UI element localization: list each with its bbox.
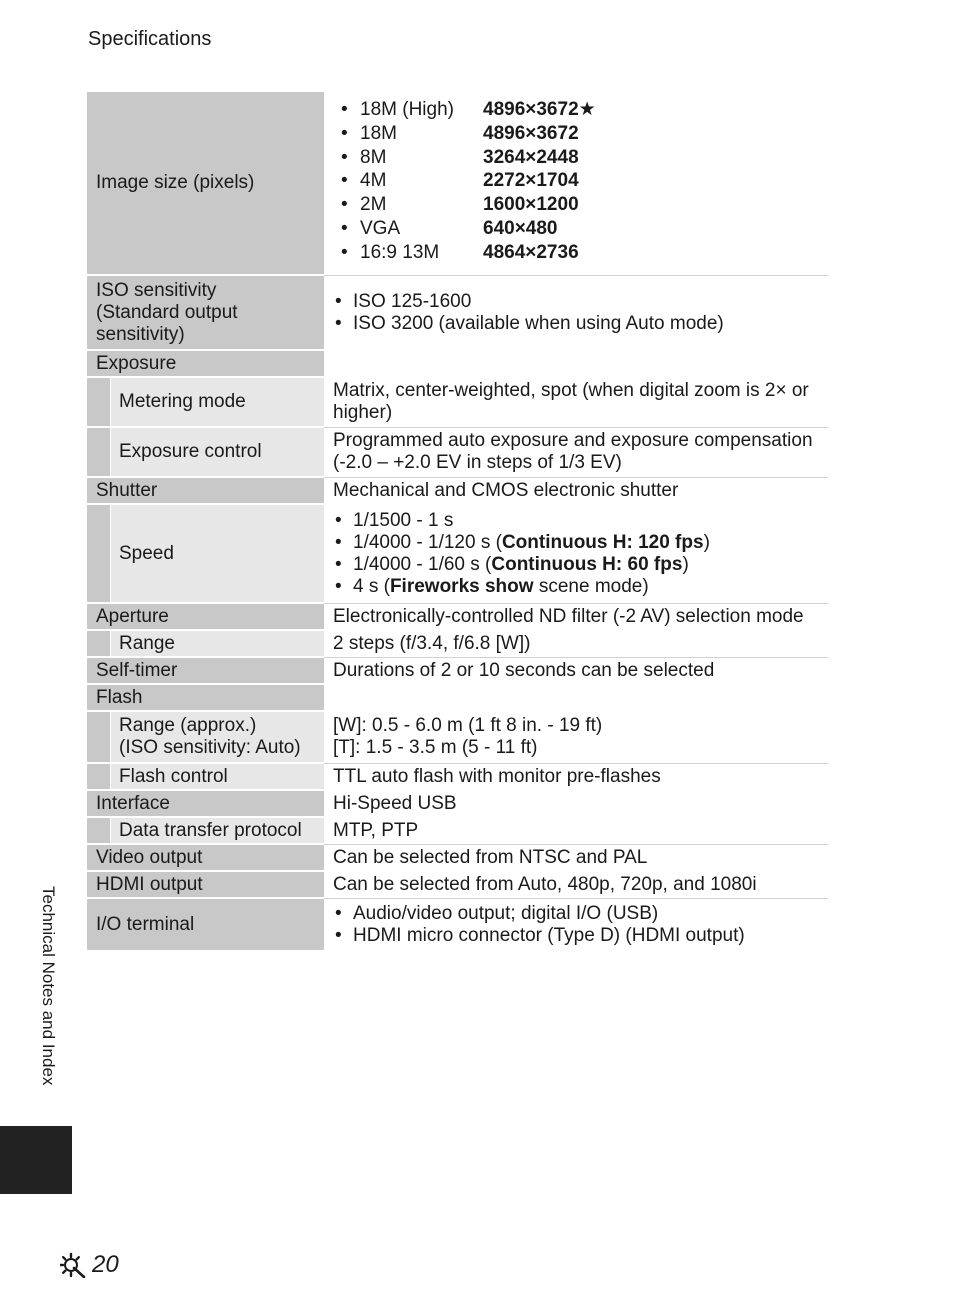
row-divider	[324, 898, 828, 899]
spec-value-hdmi-output: Can be selected from Auto, 480p, 720p, and 1080i	[333, 873, 757, 895]
spec-row-hdmi-output	[87, 872, 828, 897]
spec-label-shutter: Shutter	[87, 478, 324, 503]
spec-value-flash-range: [W]: 0.5 - 6.0 m (1 ft 8 in. - 19 ft) [T]: 1.5 - 3.5 m (5 - 11 ft)	[333, 715, 603, 758]
section-side-label: Technical Notes and Index	[39, 886, 58, 1086]
spec-row-flash-control	[87, 764, 828, 789]
spec-row-aperture	[87, 604, 828, 629]
spec-label-hdmi-output: HDMI output	[87, 872, 324, 897]
spec-row-shutter-speed	[87, 505, 828, 602]
spec-row-exposure	[87, 351, 828, 376]
spec-value-aperture: Electronically-controlled ND filter (-2 AV) selection mode	[333, 605, 804, 627]
image-size-item: • 2M 1600×1200	[333, 193, 828, 217]
spec-label-flash-range: Range (approx.) (ISO sensitivity: Auto)	[111, 712, 324, 762]
spec-label-flash: Flash	[87, 685, 324, 710]
spec-label-exposure-control: Exposure control	[111, 428, 324, 476]
spec-value-interface: Hi-Speed USB	[333, 792, 457, 814]
spec-label-iso: ISO sensitivity (Standard output sensitivity)	[87, 276, 324, 349]
image-size-item: • VGA 640×480	[333, 217, 828, 241]
image-size-item: • 16:9 13M 4864×2736	[333, 241, 828, 265]
spec-row-shutter	[87, 478, 828, 503]
spec-row-aperture-range	[87, 631, 828, 656]
spec-row-exposure-control	[87, 428, 828, 476]
spec-label-data-transfer-protocol: Data transfer protocol	[111, 818, 324, 843]
spec-value-shutter: Mechanical and CMOS electronic shutter	[333, 479, 679, 501]
image-size-list	[333, 98, 828, 265]
row-divider	[324, 657, 828, 658]
page-number: 20	[60, 1252, 119, 1278]
spec-value-exposure-control: Programmed auto exposure and exposure compensation (-2.0 – +2.0 EV in steps of 1/3 EV)	[333, 430, 813, 473]
spec-value-data-transfer-protocol: MTP, PTP	[333, 819, 419, 841]
spec-value-iso: • ISO 125-1600 • ISO 3200 (available when using Auto mode)	[333, 276, 828, 349]
spec-row-flash-range	[87, 712, 828, 762]
gear-tools-icon	[60, 1252, 90, 1278]
spec-label-self-timer: Self-timer	[87, 658, 324, 683]
spec-label-metering-mode: Metering mode	[111, 378, 324, 426]
spec-label-flash-control: Flash control	[111, 764, 324, 789]
row-divider	[324, 844, 828, 845]
row-divider	[324, 603, 828, 604]
spec-row-image-size	[87, 92, 828, 274]
spec-value-video-output: Can be selected from NTSC and PAL	[333, 846, 648, 868]
row-divider	[324, 275, 828, 276]
spec-label-exposure: Exposure	[87, 351, 324, 376]
image-size-item: • 8M 3264×2448	[333, 146, 828, 170]
spec-value-io-terminal: • Audio/video output; digital I/O (USB) • HDMI micro connector (Type D) (HDMI output)	[333, 899, 828, 950]
spec-label-shutter-speed: Speed	[111, 505, 324, 602]
spec-row-video-output	[87, 845, 828, 870]
spec-label-video-output: Video output	[87, 845, 324, 870]
spec-row-metering-mode	[87, 378, 828, 426]
image-size-item: • 4M 2272×1704	[333, 169, 828, 193]
row-divider	[324, 763, 828, 764]
spec-row-self-timer	[87, 658, 828, 683]
spec-label-aperture: Aperture	[87, 604, 324, 629]
spec-label-aperture-range: Range	[111, 631, 324, 656]
spec-value-self-timer: Durations of 2 or 10 seconds can be selected	[333, 659, 715, 681]
row-divider	[324, 427, 828, 428]
row-divider	[324, 477, 828, 478]
spec-label-interface: Interface	[87, 791, 324, 816]
spec-label-image-size: Image size (pixels)	[87, 92, 324, 274]
image-size-item: • 18M 4896×3672	[333, 122, 828, 146]
spec-row-io-terminal	[87, 899, 828, 950]
spec-row-flash	[87, 685, 828, 710]
spec-value-flash-control: TTL auto flash with monitor pre-flashes	[333, 765, 661, 787]
spec-row-iso	[87, 276, 828, 349]
spec-row-interface	[87, 791, 828, 816]
spec-value-shutter-speed: • 1/1500 - 1 s • 1/4000 - 1/120 s (Continuous H: 120 fps) • 1/4000 - 1/60 s (Continuous H: 60 fps) • 4 s (Fireworks show scene mode)	[333, 505, 828, 602]
image-size-item: • 18M (High) 4896×3672★	[333, 98, 828, 122]
spec-value-aperture-range: 2 steps (f/3.4, f/6.8 [W])	[333, 632, 531, 654]
spec-value-metering-mode: Matrix, center-weighted, spot (when digital zoom is 2× or higher)	[333, 380, 809, 423]
spec-label-io-terminal: I/O terminal	[87, 899, 324, 950]
spec-row-data-transfer-protocol	[87, 818, 828, 843]
page-header-title: Specifications	[88, 28, 212, 50]
section-side-tab	[0, 1126, 72, 1194]
